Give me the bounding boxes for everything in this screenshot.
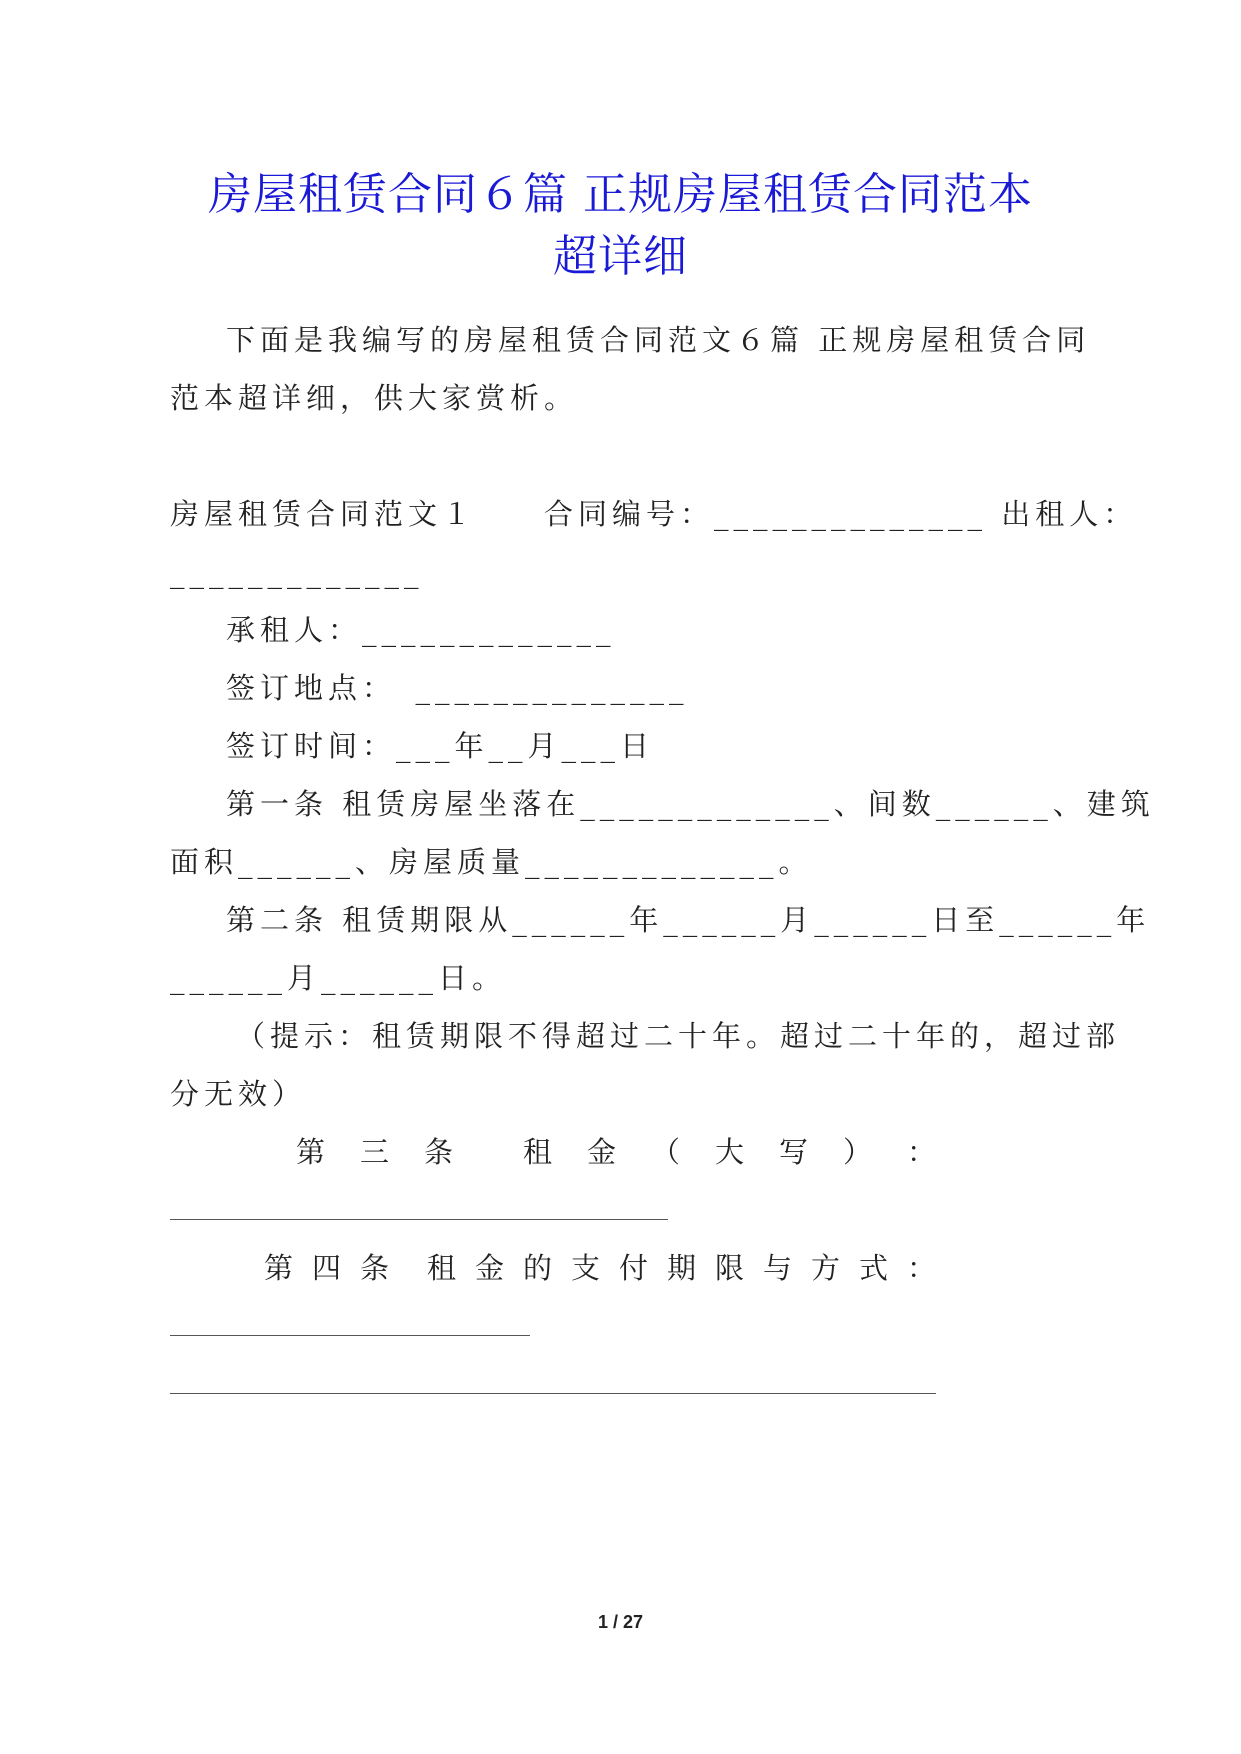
article4-char: 租 — [426, 1251, 456, 1285]
article3-char: 三 — [360, 1135, 390, 1169]
document-title-line2: 超详细 — [553, 231, 688, 282]
article2-line1: 第二条 租赁期限从______年______月______日至______年 — [226, 903, 1151, 937]
article3-char: （ — [650, 1135, 680, 1169]
article4-char: 四 — [312, 1251, 342, 1285]
article3-char: 第 — [296, 1135, 326, 1169]
article1-line1: 第一条 租赁房屋坐落在_____________、间数______、建筑 — [226, 787, 1155, 821]
article1-line2: 面积______、房屋质量_____________。 — [170, 845, 813, 879]
article4-char: 付 — [618, 1251, 648, 1285]
article4-char: 的 — [522, 1251, 552, 1285]
article4-char: 方 — [810, 1251, 840, 1285]
article4-char: 第 — [264, 1251, 294, 1285]
tip-line2: 分无效） — [170, 1077, 307, 1111]
article3-line — [296, 1134, 936, 1170]
article3-char: 条 — [424, 1135, 454, 1169]
article4-char: 金 — [474, 1251, 504, 1285]
sign-place-line: 签订地点： ______________ — [226, 671, 689, 705]
article4-char: 与 — [762, 1251, 792, 1285]
article4-char: 限 — [714, 1251, 744, 1285]
article3-char: 租 — [522, 1135, 552, 1169]
lessee-line: 承租人：_____________ — [226, 613, 616, 647]
intro-paragraph-line1: 下面是我编写的房屋租赁合同范文６篇 正规房屋租赁合同 — [226, 323, 1091, 357]
intro-paragraph-line2: 范本超详细，供大家赏析。 — [170, 381, 579, 415]
lessor-blank: _____________ — [170, 555, 424, 589]
article4-char: 期 — [666, 1251, 696, 1285]
article3-char: 大 — [714, 1135, 744, 1169]
article4-blank-rule-1 — [170, 1335, 530, 1336]
article4-char: 条 — [360, 1251, 390, 1285]
article3-char: ： — [906, 1135, 936, 1169]
tip-line1: （提示：租赁期限不得超过二十年。超过二十年的，超过部 — [236, 1019, 1121, 1053]
article4-line — [264, 1250, 936, 1286]
article3-char: 写 — [778, 1135, 808, 1169]
document-title-line1: 房屋租赁合同６篇 正规房屋租赁合同范本 — [208, 169, 1033, 220]
article2-line2: ______月______日。 — [170, 961, 507, 995]
article3-char: ） — [842, 1135, 872, 1169]
sign-time-line: 签订时间：___年__月___日 — [226, 729, 655, 763]
page-indicator: 1 / 27 — [597, 1612, 644, 1632]
article4-char: 式 — [858, 1251, 888, 1285]
article4-char: 支 — [570, 1251, 600, 1285]
article3-char: 金 — [586, 1135, 616, 1169]
contract-header-line: 房屋租赁合同范文１ 合同编号：______________ 出租人： — [170, 497, 1138, 531]
article3-blank-rule — [170, 1219, 668, 1220]
article4-blank-rule-2 — [170, 1393, 936, 1394]
article4-char: ： — [906, 1251, 936, 1285]
